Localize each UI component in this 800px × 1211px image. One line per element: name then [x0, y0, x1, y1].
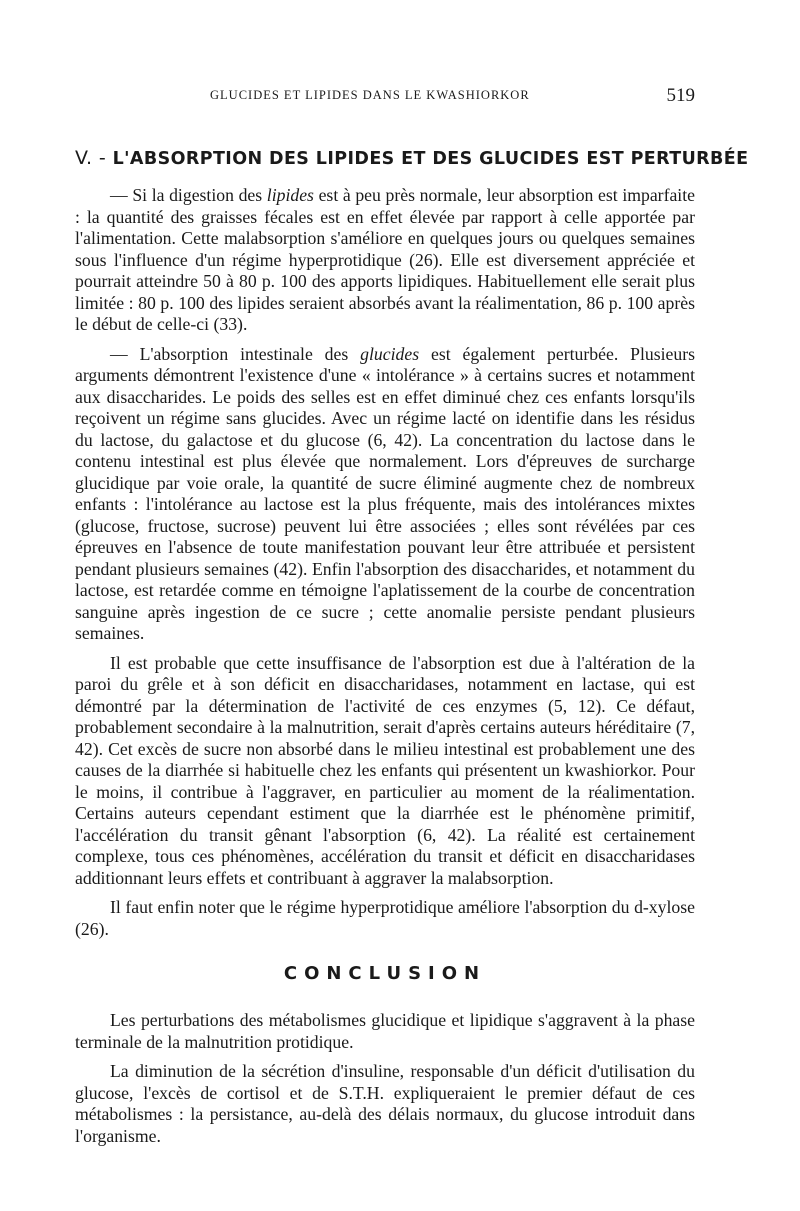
emphasis-glucides: glucides: [360, 343, 420, 364]
conclusion-body: [75, 1010, 695, 1147]
paragraph-xylose: [75, 897, 695, 940]
paragraph-glucides: [75, 344, 695, 645]
running-title: GLUCIDES ET LIPIDES DANS LE KWASHIORKOR: [210, 88, 530, 102]
section-title: L'ABSORPTION DES LIPIDES ET DES GLUCIDES EST PERTURBÉE: [112, 149, 749, 169]
paragraph-text: Il faut enfin noter que le régime hyperprotidique améliore l'absorption du d-xylose (26).: [75, 897, 695, 939]
paragraph-text: est à peu près normale, leur absorption est imparfaite : la quantité des graisses fécales est en effet élevée par rapport à celle apportée par l'alimentation. Cette malabsorption s'améliore en quelques jours ou quelques semaines sous l'influence d'un régime hyperprotidique (26). Elle est diversement appréciée et pourrait atteindre 50 à 80 p. 100 des apports lipidiques. Habituellement elle serait plus limitée : 80 p. 100 des lipides seraient absorbés avant la réalimentation, 86 p. 100 après le début de celle-ci (33).: [75, 185, 695, 334]
page-number: 519: [666, 85, 695, 106]
section-body: [75, 185, 695, 940]
paragraph-text: Il est probable que cette insuffisance de l'absorption est due à l'altération de la paroi du grêle et à son déficit en disaccharidases, notamment en lactase, qui est démontré par la détermination de l'activité de ces enzymes (5, 12). Ce défaut, probablement secondaire à la malnutrition, serait d'après certains auteurs héréditaire (7, 42). Cet excès de sucre non absorbé dans le milieu intestinal est probablement une des causes de la diarrhée si habituelle chez les enfants qui présentent un kwashiorkor. Pour le moins, il contribue à l'aggraver, en particulier au moment de la réalimentation. Certains auteurs cependant estiment que la diarrhée est le phénomène primitif, l'accélération du transit gênant l'absorption (6, 42). La réalité est certainement complexe, tous ces phénomènes, accélération du transit et déficit en disaccharidases additionnant leurs effets et contribuant à aggraver la malabsorption.: [75, 652, 695, 888]
section-number: V. -: [75, 147, 107, 169]
paragraph-insuffisance: [75, 653, 695, 890]
paragraph-text: — Si la digestion des: [110, 185, 267, 205]
conclusion-heading: CONCLUSION: [283, 963, 487, 984]
conclusion-paragraph: Les perturbations des métabolismes glucidique et lipidique s'aggravent à la phase terminale de la malnutrition protidique.: [75, 1010, 695, 1052]
paragraph-text: est également perturbée. Plusieurs arguments démontrent l'existence d'une « intolérance » à certains sucres et notamment aux disaccharides. Le poids des selles est en effet diminué chez ces enfants lorsqu'ils reçoivent un régime sans glucides. Avec un régime lacté on identifie dans les résidus du lactose, du galactose et du glucose (6, 42). La concentration du lactose dans le contenu intestinal est plus élevée que normalement. Lors d'épreuves de surcharge glucidique par voie orale, la quantité de sucre éliminé augmente chez de nombreux enfants : l'intolérance au lactose est la plus fréquente, mais des intolérances mixtes (glucose, fructose, sucrose) peuvent lui être associées ; elles sont révélées par ces épreuves en l'absence de toute manifestation pouvant leur être attribuée et persistent pendant plusieurs semaines (42). Enfin l'absorption des disaccharides, et notamment du lactose, est retardée comme en témoigne l'aplatissement de la courbe de concentration sanguine après ingestion de ce sucre ; cette anomalie persiste pendant plusieurs semaines.: [75, 343, 695, 643]
emphasis-lipides: lipides: [266, 185, 314, 205]
paragraph-lipides: [75, 185, 695, 336]
running-header: [75, 85, 695, 110]
conclusion-paragraph: La diminution de la sécrétion d'insuline, responsable d'un déficit d'utilisation du glucose, l'excès de cortisol et de S.T.H. expliqueraient le premier défaut de ces métabolismes : la persistance, au-delà des délais normaux, du glucose introduit dans l'organisme.: [75, 1061, 695, 1146]
paragraph-text: — L'absorption intestinale des: [110, 343, 361, 364]
section-heading: [75, 147, 749, 169]
